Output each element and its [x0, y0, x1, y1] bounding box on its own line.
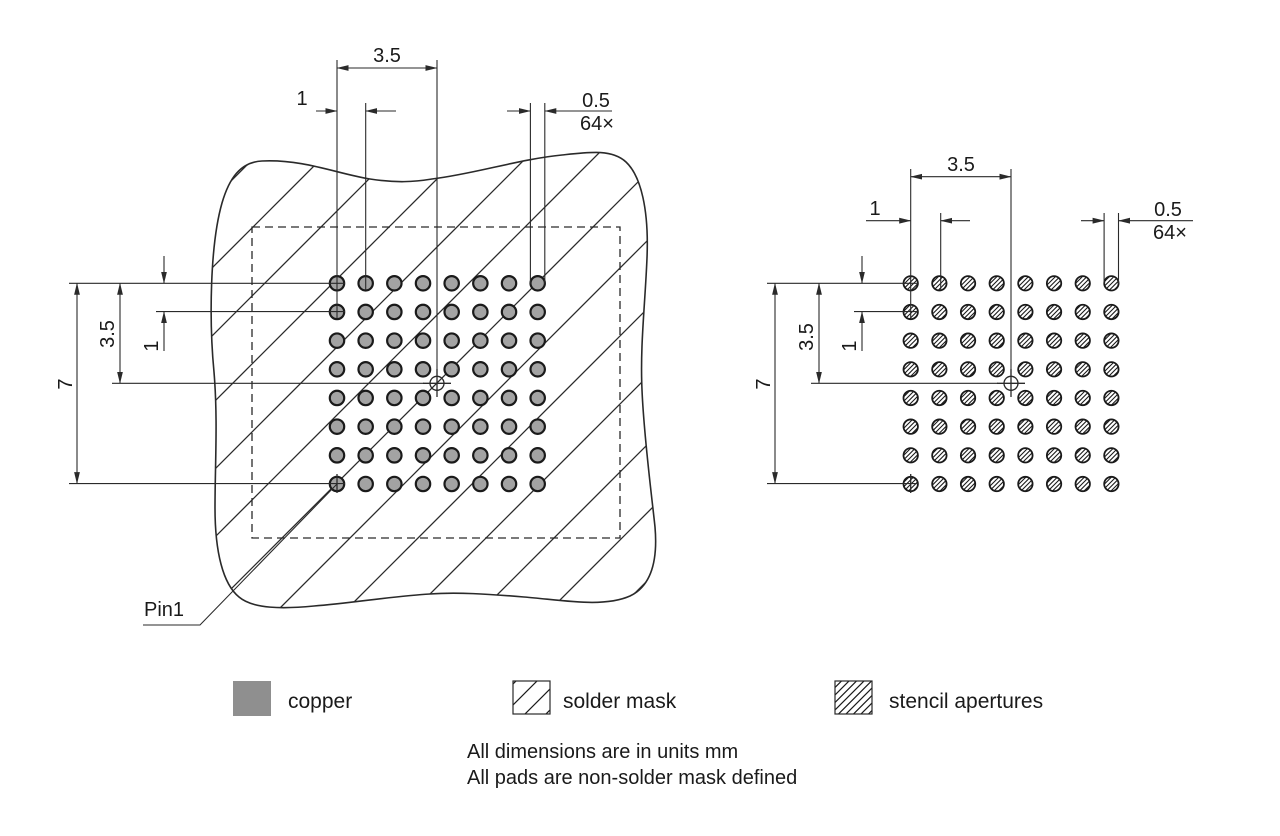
- stencil-aperture: [1076, 305, 1090, 319]
- copper-pad: [387, 419, 401, 433]
- dimension-texts: [55, 45, 1187, 621]
- stencil-aperture: [1076, 333, 1090, 347]
- copper-pad: [530, 305, 544, 319]
- copper-pad: [358, 305, 372, 319]
- copper-pad: [444, 305, 458, 319]
- copper-pad: [387, 333, 401, 347]
- copper-pad: [473, 276, 487, 290]
- stencil-aperture: [932, 448, 946, 462]
- copper-pad: [330, 362, 344, 376]
- copper-pad: [444, 419, 458, 433]
- copper-pad: [416, 305, 430, 319]
- stencil-aperture: [932, 276, 946, 290]
- stencil-aperture: [1047, 448, 1061, 462]
- stencil-aperture: [1018, 477, 1032, 491]
- stencil-aperture: [932, 419, 946, 433]
- copper-pad: [358, 419, 372, 433]
- copper-pad: [444, 391, 458, 405]
- note-units: All dimensions are in units mm: [467, 741, 739, 763]
- copper-pad: [387, 448, 401, 462]
- stencil-aperture: [932, 391, 946, 405]
- package-outline-dashed: [252, 227, 620, 538]
- copper-pad: [444, 333, 458, 347]
- dim-label-pad-pitch-side-left: 1: [141, 340, 163, 352]
- stencil-aperture: [1104, 448, 1118, 462]
- stencil-aperture: [961, 333, 975, 347]
- stencil-aperture: [1047, 419, 1061, 433]
- dim-label-span-left: 7: [55, 378, 77, 390]
- copper-pad: [502, 477, 516, 491]
- stencil-aperture: [990, 276, 1004, 290]
- stencil-aperture: [961, 305, 975, 319]
- stencil-aperture: [1018, 333, 1032, 347]
- copper-pad: [530, 477, 544, 491]
- solder-mask-hatch-line: [160, 120, 700, 660]
- stencil-aperture: [904, 333, 918, 347]
- stencil-aperture: [904, 362, 918, 376]
- copper-pad: [330, 333, 344, 347]
- copper-pad: [330, 391, 344, 405]
- copper-pad: [416, 391, 430, 405]
- stencil-aperture: [1018, 419, 1032, 433]
- dim-label-pad-pitch-top-right: 1: [869, 198, 881, 220]
- stencil-aperture: [904, 391, 918, 405]
- copper-pad: [530, 333, 544, 347]
- stencil-aperture: [1076, 391, 1090, 405]
- copper-pad: [358, 448, 372, 462]
- drawing-notes: [467, 741, 797, 789]
- solder-mask-hatch-line: [228, 120, 768, 660]
- copper-pad: [358, 362, 372, 376]
- stencil-aperture: [1076, 448, 1090, 462]
- stencil-aperture: [1104, 477, 1118, 491]
- stencil-aperture: [1047, 333, 1061, 347]
- stencil-aperture: [961, 362, 975, 376]
- copper-pad: [502, 333, 516, 347]
- stencil-aperture: [1018, 362, 1032, 376]
- stencil-aperture: [1047, 276, 1061, 290]
- copper-pad: [387, 391, 401, 405]
- copper-pad: [416, 419, 430, 433]
- stencil-aperture: [904, 448, 918, 462]
- copper-pad: [444, 362, 458, 376]
- copper-pad: [473, 391, 487, 405]
- solder-mask-blob-outline: [211, 152, 655, 607]
- stencil-aperture: [1076, 477, 1090, 491]
- copper-pad: [502, 448, 516, 462]
- copper-pad: [530, 448, 544, 462]
- stencil-aperture: [1047, 391, 1061, 405]
- stencil-aperture: [1076, 419, 1090, 433]
- copper-pad: [416, 477, 430, 491]
- copper-pad: [473, 448, 487, 462]
- dim-label-pad-pitch-side-right: 1: [839, 340, 861, 352]
- stencil-aperture: [1018, 276, 1032, 290]
- solder-mask-hatch-line: [568, 120, 1108, 660]
- solder-mask-hatch-line: [364, 120, 904, 660]
- copper-pad: [387, 477, 401, 491]
- stencil-aperture: [1076, 362, 1090, 376]
- copper-pad: [502, 391, 516, 405]
- stencil-aperture: [1104, 305, 1118, 319]
- copper-pad: [416, 362, 430, 376]
- copper-pad: [473, 362, 487, 376]
- copper-pad: [473, 305, 487, 319]
- stencil-aperture: [990, 362, 1004, 376]
- stencil-aperture: [932, 362, 946, 376]
- copper-pad: [502, 419, 516, 433]
- dim-label-group-pitch-top-left: 3.5: [373, 45, 401, 67]
- legend-label-stencil-apertures: stencil apertures: [889, 690, 1044, 713]
- copper-pad: [473, 333, 487, 347]
- copper-pad: [358, 333, 372, 347]
- dim-label-pad-count-left: 64×: [580, 113, 614, 135]
- copper-pad: [330, 419, 344, 433]
- dim-label-group-pitch-side-left: 3.5: [97, 320, 119, 348]
- stencil-aperture: [1104, 391, 1118, 405]
- copper-pad: [502, 276, 516, 290]
- copper-pad: [530, 276, 544, 290]
- copper-pad: [416, 333, 430, 347]
- legend-label-copper: copper: [288, 690, 353, 713]
- stencil-aperture: [990, 305, 1004, 319]
- stencil-aperture: [932, 477, 946, 491]
- stencil-aperture: [1047, 305, 1061, 319]
- stencil-aperture: [932, 333, 946, 347]
- solder-mask-hatch-line: [24, 120, 564, 660]
- solder-mask-hatch-line: [0, 120, 292, 660]
- copper-pad: [358, 477, 372, 491]
- copper-pad: [502, 362, 516, 376]
- copper-pad: [330, 448, 344, 462]
- stencil-aperture: [1047, 362, 1061, 376]
- stencil-aperture: [1018, 305, 1032, 319]
- stencil-aperture: [1047, 477, 1061, 491]
- stencil-aperture: [904, 419, 918, 433]
- stencil-aperture: [961, 391, 975, 405]
- legend-swatch-solder-mask: [513, 681, 550, 714]
- dim-label-aperture-dia-right: 0.5: [1154, 199, 1182, 221]
- dim-label-span-right: 7: [753, 378, 775, 390]
- legend-swatch-copper: [233, 681, 271, 716]
- stencil-aperture: [1018, 391, 1032, 405]
- copper-pad: [444, 448, 458, 462]
- stencil-aperture: [990, 477, 1004, 491]
- pin1-label: Pin1: [144, 599, 185, 621]
- solder-mask-hatch-line: [0, 120, 360, 660]
- solder-mask-hatch: [0, 120, 1108, 660]
- stencil-aperture: [932, 305, 946, 319]
- stencil-aperture: [1104, 419, 1118, 433]
- copper-pad: [473, 477, 487, 491]
- dimension-lines-right-view: [767, 169, 1193, 493]
- stencil-aperture: [1104, 333, 1118, 347]
- stencil-aperture: [1104, 276, 1118, 290]
- stencil-aperture: [961, 276, 975, 290]
- note-nsmd: All pads are non-solder mask defined: [467, 767, 798, 789]
- stencil-aperture: [1104, 362, 1118, 376]
- stencil-aperture: [990, 419, 1004, 433]
- copper-pad: [530, 419, 544, 433]
- stencil-aperture: [1018, 448, 1032, 462]
- legend: [233, 681, 1043, 716]
- copper-pad: [416, 276, 430, 290]
- dim-label-aperture-count-right: 64×: [1153, 222, 1187, 244]
- stencil-aperture: [1076, 276, 1090, 290]
- copper-pad: [502, 305, 516, 319]
- copper-pad: [416, 448, 430, 462]
- stencil-aperture: [961, 448, 975, 462]
- copper-pad: [530, 391, 544, 405]
- copper-pad: [358, 391, 372, 405]
- copper-pad: [387, 276, 401, 290]
- dim-label-pad-pitch-top-left: 1: [296, 88, 308, 110]
- solder-mask-hatch-line: [432, 120, 972, 660]
- legend-swatch-stencil-apertures: [835, 681, 872, 714]
- stencil-aperture: [990, 448, 1004, 462]
- stencil-aperture: [961, 419, 975, 433]
- copper-pad: [444, 477, 458, 491]
- stencil-aperture: [990, 391, 1004, 405]
- dim-label-group-pitch-side-right: 3.5: [796, 323, 818, 351]
- copper-pad: [444, 276, 458, 290]
- legend-label-solder-mask: solder mask: [563, 690, 677, 713]
- copper-pad: [387, 362, 401, 376]
- copper-pad: [387, 305, 401, 319]
- dim-label-group-pitch-top-right: 3.5: [947, 154, 975, 176]
- stencil-aperture: [990, 333, 1004, 347]
- solder-mask-hatch-line: [92, 120, 632, 660]
- copper-pad: [530, 362, 544, 376]
- stencil-aperture: [961, 477, 975, 491]
- copper-pad: [473, 419, 487, 433]
- dim-label-pad-dia-left: 0.5: [582, 90, 610, 112]
